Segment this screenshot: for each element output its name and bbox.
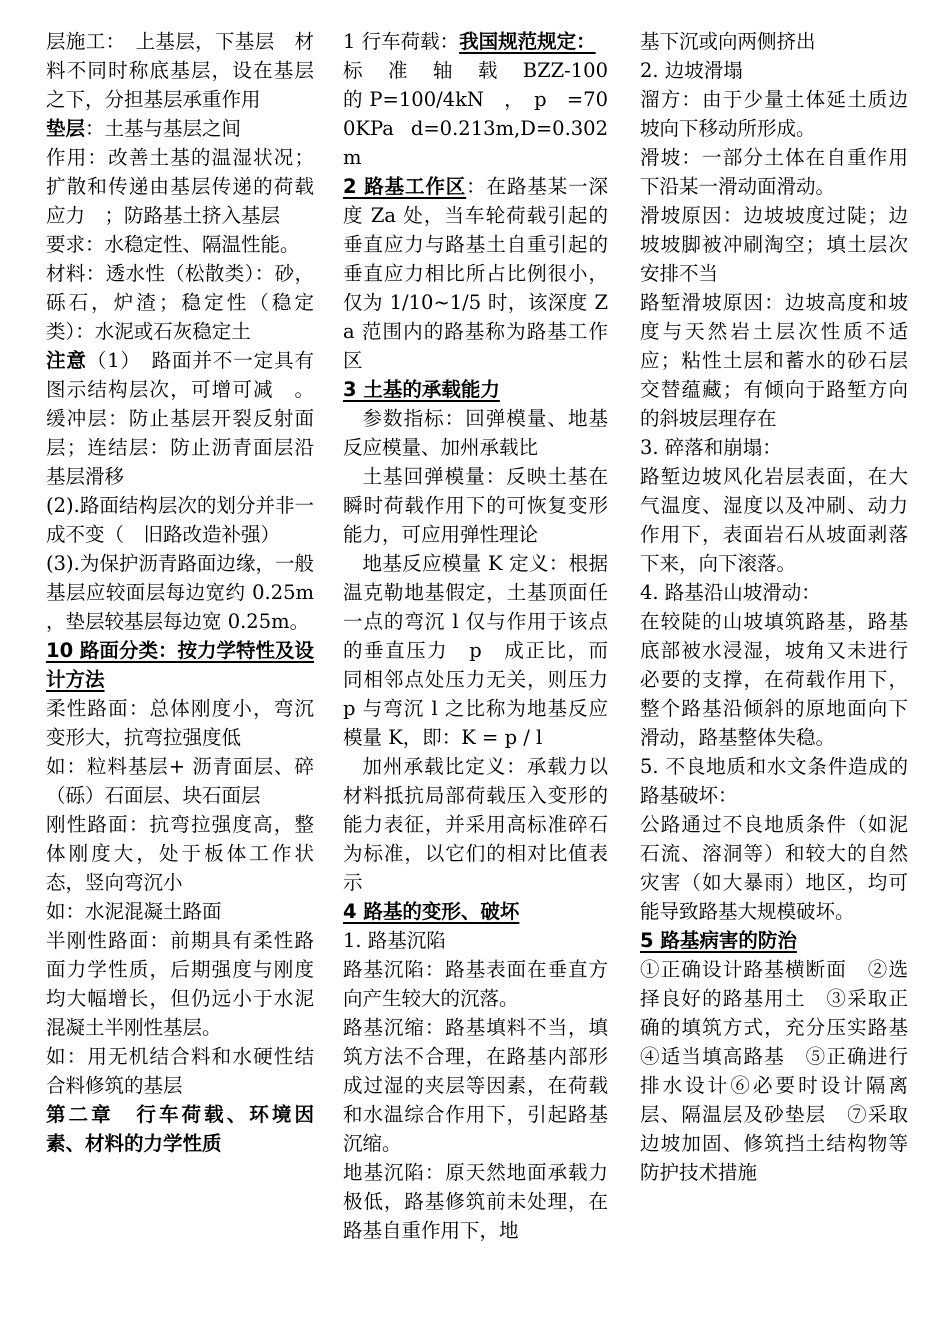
section-heading: 2 路基工作区 [343,175,467,198]
paragraph: 标 准 轴 载 BZZ-100 的 P=100/4kN ， p =700KPa d=0.213m,D=0.302m [343,59,628,169]
column-1 [46,27,314,1158]
paragraph: 3. 碎落和崩塌： [640,436,782,459]
paragraph: 滑坡：一部分土体在自重作用下沿某一滑动面滑动。 [640,146,908,198]
paragraph: 5. 不良地质和水文条件造成的路基破坏： [640,755,908,807]
paragraph: 公路通过不良地质条件（如泥石流、溶洞等）和较大的自然灾害（如大暴雨）地区，均可能导致路基大规模破坏。 [640,813,908,923]
paragraph [343,27,608,56]
paragraph: 材料：透水性（松散类）：砂，砾石，炉渣；稳定性（稳定类）：水泥或石灰稳定土 [46,262,314,343]
paragraph-text: ：在路基某一深度 Za 处，当车轮荷载引起的垂直应力与路基土自重引起的垂直应力相比所占比例很小，仅为 1/10~1/5 时，该深度 Za 范围内的路基称为路基工作区 [343,175,608,372]
paragraph: 溜方：由于少量土体延土质边坡向下移动所形成。 [640,88,908,140]
paragraph-text: 1 行车荷载： [343,30,460,53]
paragraph: ①正确设计路基横断面 ②选择良好的路基用土 ③采取正确的填筑方式，充分压实路基 ④适当填高路基 ⑤正确进行排水设计⑥必要时设计隔离层、隔温层及砂垫层 ⑦采取边坡加固、修筑挡土结构物等防护技术措施 [640,958,928,1184]
paragraph: 路基沉陷：路基表面在垂直方向产生较大的沉落。 [343,958,608,1010]
paragraph: 如：用无机结合料和水硬性结合料修筑的基层 [46,1045,314,1097]
section-heading: 5 路基病害的防治 [640,929,797,952]
paragraph: 1. 路基沉陷 [343,929,446,952]
paragraph: 加州承载比定义：承载力以材料抵抗局部荷载压入变形的能力表征，并采用高标准碎石为标准，以它们的相对比值表示 [343,755,608,894]
section-heading: 3 土基的承载能力 [343,378,500,401]
paragraph: 滑坡原因：边坡坡度过陡；边坡坡脚被冲刷淘空；填土层次安排不当 [640,204,908,285]
paragraph-text: ：土基与基层之间 [85,117,242,140]
term-heading: 我国规范规定： [459,30,596,53]
paragraph: 如：水泥混凝土路面 [46,900,222,923]
paragraph-text: （1） 路面并不一定具有图示结构层次，可增可减 。缓冲层：防止基层开裂反射面层；连结层：防止沥青面层沿基层滑移 [46,349,314,488]
paragraph [343,172,608,375]
paragraph: 地基沉陷：原天然地面承载力极低，路基修筑前未处理，在路基自重作用下，地 [343,1161,608,1242]
paragraph [46,346,314,491]
paragraph: 参数指标：回弹模量、地基反应模量、加州承载比 [343,407,608,459]
paragraph: 要求：水稳定性、隔温性能。 [46,233,300,256]
paragraph: 柔性路面：总体刚度小，弯沉变形大，抗弯拉强度低 [46,697,314,749]
paragraph: 路堑边坡风化岩层表面，在大气温度、湿度以及冲刷、动力作用下，表面岩石从坡面剥落下来，向下滚落。 [640,465,908,575]
paragraph: 路堑滑坡原因：边坡高度和坡度与天然岩土层次性质不适应；粘性土层和蓄水的砂石层交替蕴藏；有倾向于路堑方向的斜坡层理存在 [640,291,908,430]
term-heading: 注意 [46,349,87,372]
paragraph: 4. 路基沿山坡滑动： [640,581,821,604]
chapter-heading: 第二章 行车荷载、环境因素、材料的力学性质 [46,1103,314,1155]
paragraph: 在较陡的山坡填筑路基，路基底部被水浸湿，坡角又未进行必要的支撑，在荷载作用下，整个路基沿倾斜的原地面向下滑动，路基整体失稳。 [640,610,908,749]
paragraph [46,114,314,143]
paragraph: 土基回弹模量：反映土基在瞬时荷载作用下的可恢复变形能力，可应用弹性理论 [343,465,608,546]
section-heading: 4 路基的变形、破坏 [343,900,520,923]
paragraph: 半刚性路面：前期具有柔性路面力学性质，后期强度与刚度均大幅增长，但仍远小于水泥混凝土半刚性基层。 [46,929,314,1039]
paragraph: 基下沉或向两侧挤出 [640,30,816,53]
paragraph: (2).路面结构层次的划分并非一成不变（ 旧路改造补强） [46,494,314,546]
paragraph: 刚性路面：抗弯拉强度高，整体刚度大，处于板体工作状态，竖向弯沉小 [46,813,314,894]
paragraph: 路基沉缩：路基填料不当，填筑方法不合理，在路基内部形成过湿的夹层等因素，在荷载和水温综合作用下，引起路基沉缩。 [343,1016,608,1155]
term-heading: 垫层 [46,117,86,140]
paragraph: 如：粒料基层+ 沥青面层、碎（砾）石面层、块石面层 [46,755,314,807]
paragraph: 层施工： 上基层，下基层 材料不同时称底基层，设在基层之下，分担基层承重作用 [46,30,314,111]
paragraph: 2. 边坡滑塌 [640,59,743,82]
column-3 [640,27,928,1187]
paragraph: 作用：改善土基的温湿状况；扩散和传递由基层传递的荷载应力 ；防路基土挤入基层 [46,146,314,227]
column-2 [343,27,628,1245]
paragraph: (3).为保护沥青路面边缘，一般基层应较面层每边宽约 0.25m ，垫层较基层每边宽 0.25m。 [46,552,314,633]
paragraph: 地基反应模量 K 定义：根据温克勒地基假定，土基顶面任一点的弯沉 l 仅与作用于该点的垂直压力 p 成正比，而同相邻点处压力无关，则压力 p 与弯沉 l 之比称为地基反应模量 K，即：K = p / l [343,552,608,749]
section-heading: 10 路面分类：按力学特性及设计方法 [46,639,314,691]
